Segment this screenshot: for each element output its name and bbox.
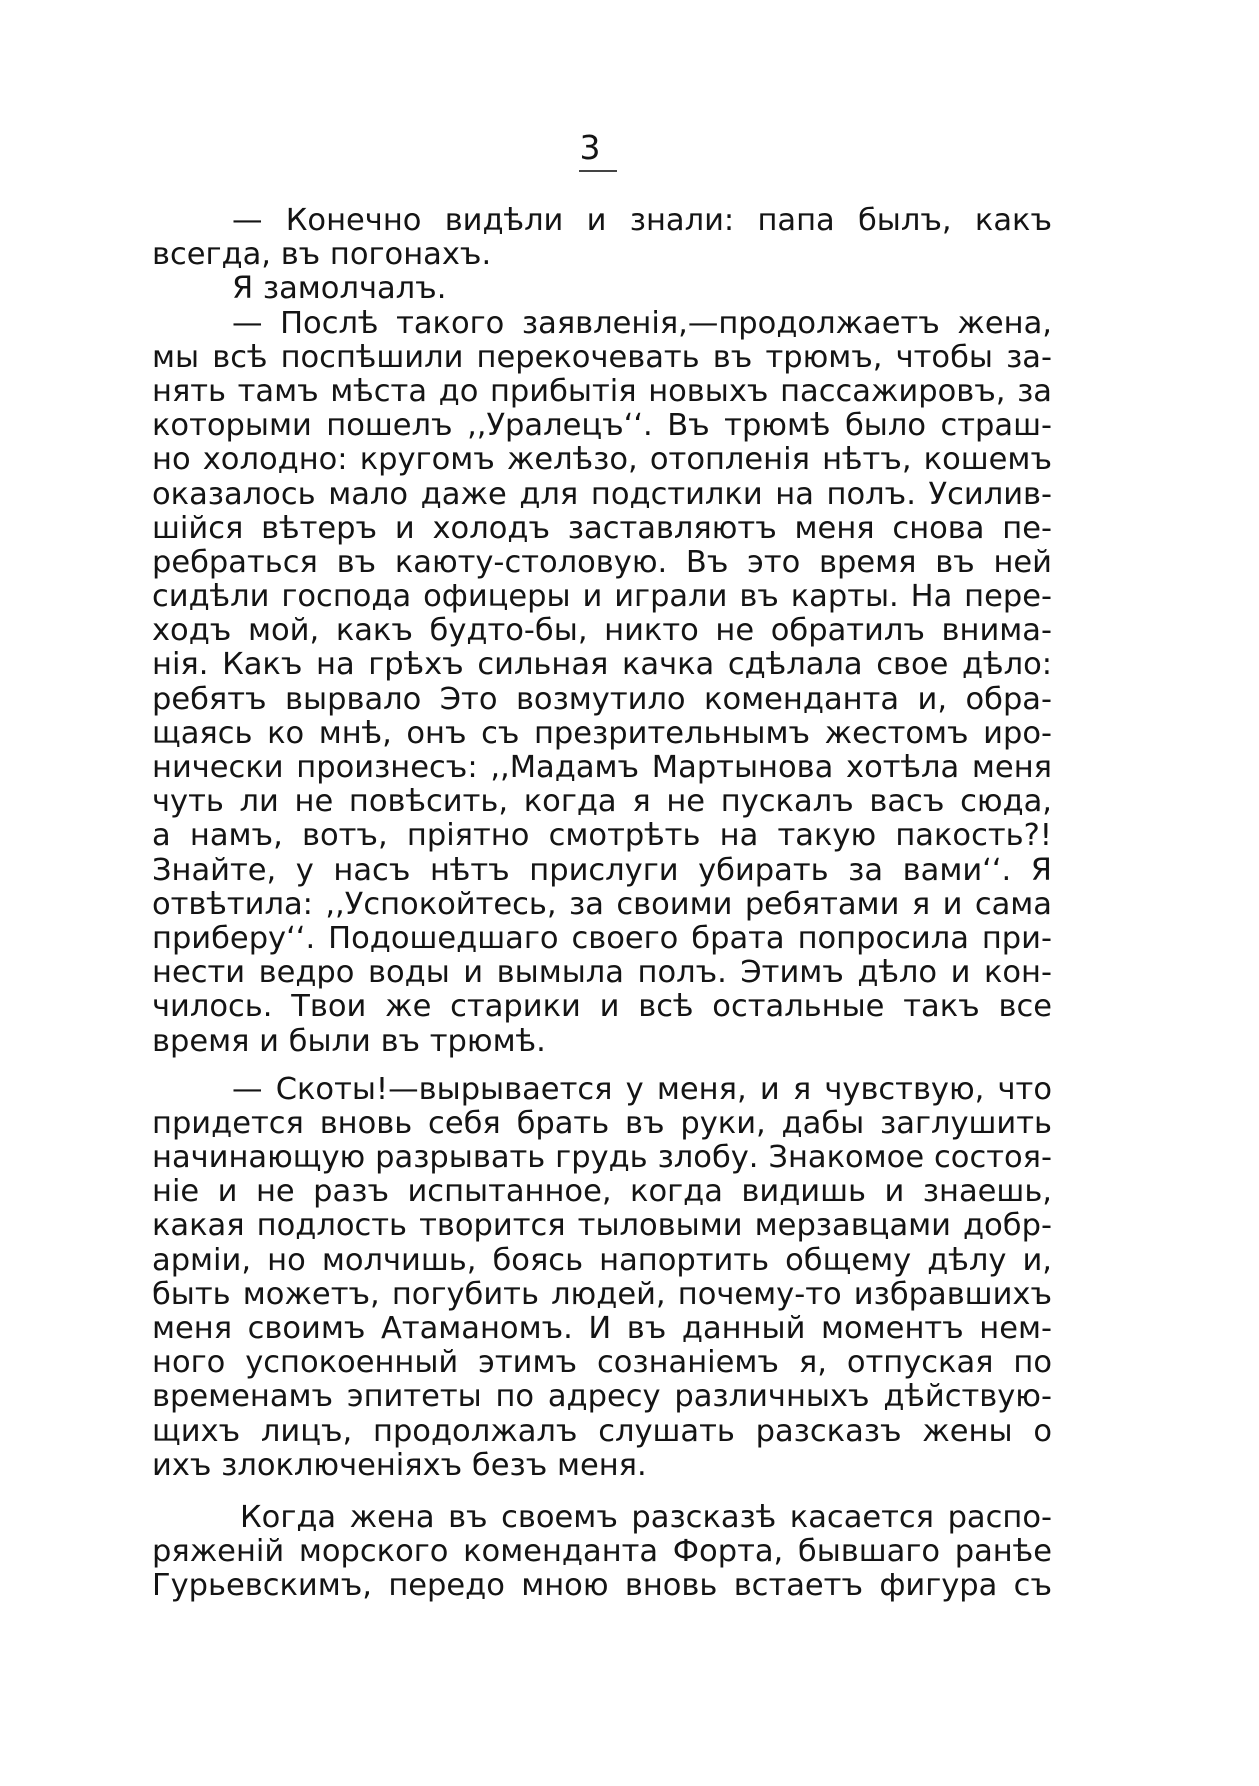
text-line: нически произнесъ: ,,Мадамъ Мартынова хотѣла меня (152, 750, 1052, 785)
text-line: ходъ мой, какъ будто-бы, никто не обратилъ внима- (152, 613, 1052, 649)
text-line: — Послѣ такого заявленія,—продолжаетъ жена, (232, 305, 1052, 341)
text-line: временамъ эпитеты по адресу различныхъ дѣйствую- (152, 1379, 1052, 1415)
text-line: щаясь ко мнѣ, онъ съ презрительнымъ жестомъ иро- (152, 715, 1052, 751)
text-line: нія. Какъ на грѣхъ сильная качка сдѣлала свое дѣло: (152, 647, 1052, 683)
text-line: Знайте, у насъ нѣтъ прислуги убирать за вами‘‘. Я (152, 852, 1052, 888)
text-line: арміи, но молчишь, боясь напортить общему дѣлу и, (152, 1242, 1052, 1278)
text-line: ніе и не разъ испытанное, когда видишь и знаешь, (152, 1174, 1052, 1210)
text-line: мы всѣ поспѣшили перекочевать въ трюмъ, чтобы за- (152, 339, 1052, 375)
text-line: щихъ лицъ, продолжалъ слушать разсказъ жены о (152, 1413, 1052, 1449)
text-line: меня своимъ Атаманомъ. И въ данный моментъ нем- (152, 1311, 1052, 1346)
text-line: — Скоты!—вырывается у меня, и я чувствую, что (232, 1071, 1052, 1107)
text-line: какая подлость творится тыловыми мерзавцами добр- (152, 1208, 1052, 1244)
body-text (152, 204, 1052, 1604)
text-line: оказалось мало даже для подстилки на полъ. Усилив- (152, 476, 1052, 512)
text-line: ряженій морского коменданта Форта, бывшаго ранѣе (152, 1534, 1052, 1570)
text-line: Когда жена въ своемъ разсказѣ касается распо- (240, 1499, 1052, 1535)
text-line: быть можетъ, погубить людей, почему-то избравшихъ (152, 1276, 1052, 1312)
text-line: шійся вѣтеръ и холодъ заставляютъ меня снова пе- (152, 510, 1052, 546)
text-line: начинающую разрывать грудь злобу. Знакомое состоя- (152, 1140, 1052, 1176)
text-line: приберу‘‘. Подошедшаго своего брата попросила при- (152, 920, 1052, 956)
text-line: ного успокоенный этимъ сознаніемъ я, отпуская по (152, 1345, 1052, 1381)
text-line: которыми пошелъ ,,Уралецъ‘‘. Въ трюмѣ было страш- (152, 408, 1052, 444)
text-line: Гурьевскимъ, передо мною вновь встаетъ фигура съ (152, 1568, 1052, 1604)
text-line: но холодно: кругомъ желѣзо, отопленія нѣтъ, кошемъ (152, 442, 1052, 478)
text-line: время и были въ трюмѣ. (152, 1023, 546, 1059)
text-line: — Конечно видѣли и знали: папа былъ, какъ (232, 203, 1052, 238)
text-line: придется вновь себя брать въ руки, дабы заглушить (152, 1105, 1052, 1141)
text-line: нять тамъ мѣста до прибытія новыхъ пассажировъ, за (152, 373, 1052, 409)
text-line: ребраться въ каюту-столовую. Въ это время въ ней (152, 544, 1052, 580)
text-line: чуть ли не повѣсить, когда я не пускалъ васъ сюда, (152, 784, 1052, 820)
text-line: чилось. Твои же старики и всѣ остальные такъ все (152, 989, 1052, 1025)
text-line: ихъ злоключеніяхъ безъ меня. (152, 1447, 647, 1483)
page-number-rule (579, 170, 617, 172)
text-line: нести ведро воды и вымыла полъ. Этимъ дѣло и кон- (152, 955, 1052, 991)
text-line: всегда, въ погонахъ. (152, 237, 492, 273)
page-number: 3 (579, 128, 601, 167)
text-line: Я замолчалъ. (232, 271, 447, 307)
text-line: отвѣтила: ,,Успокойтесь, за своими ребятами я и сама (152, 886, 1052, 922)
text-line: сидѣли господа офицеры и играли въ карты. На пере- (152, 579, 1052, 615)
text-line: ребятъ вырвало Это возмутило коменданта и, обра- (152, 681, 1052, 717)
text-line: а намъ, вотъ, пріятно смотрѣть на такую пакость?! (152, 818, 1052, 854)
